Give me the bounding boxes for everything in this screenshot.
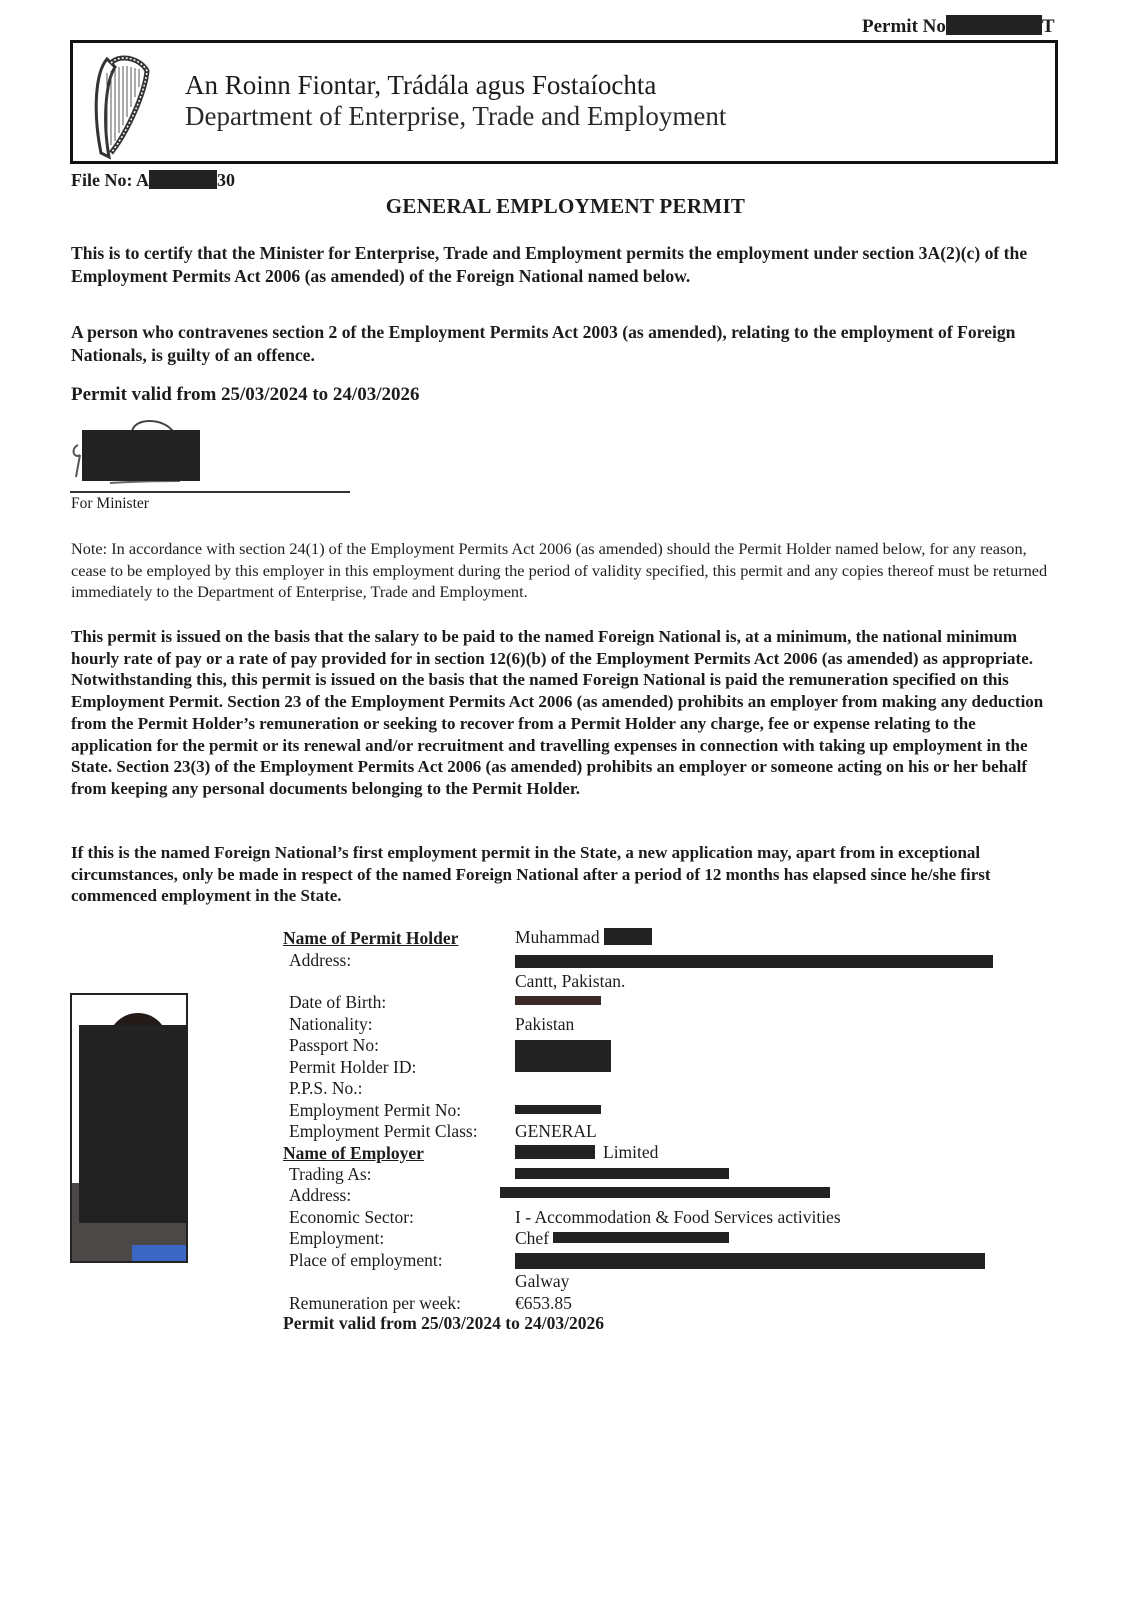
employment-value: Chef <box>515 1228 550 1248</box>
holder-name <box>515 927 652 948</box>
redaction-block <box>149 170 217 189</box>
holder-name-value: Muhammad <box>515 927 600 947</box>
employment-permit-no-label: Employment Permit No: <box>289 1100 462 1120</box>
redaction-block <box>515 955 993 968</box>
passport-label: Passport No: <box>289 1035 379 1055</box>
salary-paragraph: This permit is issued on the basis that the salary to be paid to the named Foreign National is, at a minimum, the national minimum hourly rate of pay or a rate of pay provided for in section 12(6)(b) of the Employment Permits Act 2006 (as amended) as appropriate. Notwithstanding this, this permit is issued on the basis that the named Foreign National is paid the remuneration specified on this Employment Permit. Section 23 of the Employment Permits Act 2006 (as amended) prohibits an employer from making any deduction from the Permit Holder’s remuneration or seeking to recover from a Permit Holder any charge, fee or expense relating to the application for the permit or its renewal and/or recruitment and travelling expenses in connection with taking up employment in the State. Section 23(3) of the Employment Permits Act 2006 (as amended) prohibits an employer or someone acting on his or her behalf from keeping any personal documents belonging to the Permit Holder. <box>71 627 1044 798</box>
file-number <box>71 170 235 191</box>
signature <box>70 415 230 487</box>
redaction-block <box>515 1253 985 1269</box>
signature-line <box>70 491 350 493</box>
first-permit-paragraph: If this is the named Foreign National’s first employment permit in the State, a new application may, apart from in exceptional circumstances, only be made in respect of the named Foreign National after a period of 12 months has elapsed since he/she first commenced employment in the State. <box>71 843 991 906</box>
permit-class-value: GENERAL <box>515 1121 597 1141</box>
economic-sector-value: I - Accommodation & Food Services activities <box>515 1207 841 1227</box>
permit-number <box>862 15 1055 38</box>
employer-heading: Name of Employer <box>283 1143 424 1163</box>
employment-label: Employment: <box>289 1228 385 1248</box>
pps-label: P.P.S. No.: <box>289 1078 363 1098</box>
offence-paragraph: A person who contravenes section 2 of the Employment Permits Act 2003 (as amended), relating to the employment of Foreign Nationals, is guilty of an offence. <box>71 322 1016 365</box>
employer-name-suffix: Limited <box>603 1142 659 1162</box>
shirt <box>132 1245 188 1263</box>
department-header <box>70 40 1058 164</box>
redaction-block <box>553 1232 729 1243</box>
holder-id-label: Permit Holder ID: <box>289 1057 417 1077</box>
redaction-block <box>515 1040 611 1072</box>
redaction-block <box>604 928 652 945</box>
certification-paragraph: This is to certify that the Minister for Enterprise, Trade and Employment permits the employment under section 3A(2)(c) of the Employment Permits Act 2006 (as amended) of the Foreign National named below. <box>71 243 1028 286</box>
department-name-english: Department of Enterprise, Trade and Employment <box>185 101 727 131</box>
nationality-value: Pakistan <box>515 1014 575 1034</box>
permit-holder-heading: Name of Permit Holder <box>283 928 459 948</box>
permit-number-suffix: T <box>1041 16 1055 37</box>
trading-as-label: Trading As: <box>289 1164 372 1184</box>
remuneration-label: Remuneration per week: <box>289 1293 462 1313</box>
note-paragraph: Note: In accordance with section 24(1) of the Employment Permits Act 2006 (as amended) should the Permit Holder named below, for any reason, cease to be employed by this employer in this employment during the period of validity specified, this permit and any copies thereof must be returned immediately to the Department of Enterprise, Trade and Employment. <box>71 539 1048 601</box>
file-number-label: File No: A <box>71 170 149 190</box>
employer-address-label: Address: <box>289 1185 352 1205</box>
holder-address-line2: Cantt, Pakistan. <box>515 971 626 991</box>
permit-class-label: Employment Permit Class: <box>289 1121 478 1141</box>
redaction-block <box>82 430 200 481</box>
holder-photo <box>70 993 188 1263</box>
redaction-block <box>500 1187 830 1198</box>
redaction-block <box>515 1145 595 1159</box>
redaction-block <box>79 1025 188 1223</box>
place-of-employment-label: Place of employment: <box>289 1250 443 1270</box>
redaction-block <box>515 1168 729 1179</box>
remuneration-value: €653.85 <box>515 1293 572 1313</box>
department-name-irish: An Roinn Fiontar, Trádála agus Fostaíochta <box>185 70 657 100</box>
permit-validity: Permit valid from 25/03/2024 to 24/03/2026 <box>71 384 420 405</box>
dob-label: Date of Birth: <box>289 992 387 1012</box>
harp-crest-icon <box>87 53 153 161</box>
footer-permit-validity: Permit valid from 25/03/2024 to 24/03/2026 <box>283 1313 604 1333</box>
holder-address-label: Address: <box>289 950 352 970</box>
economic-sector-label: Economic Sector: <box>289 1207 414 1227</box>
redaction-block <box>946 15 1042 35</box>
redaction-block <box>515 1105 601 1114</box>
nationality-label: Nationality: <box>289 1014 373 1034</box>
file-number-suffix: 30 <box>217 170 235 190</box>
for-minister-label: For Minister <box>71 495 149 512</box>
permit-number-label: Permit No <box>862 16 946 37</box>
redaction-block <box>515 996 601 1005</box>
place-of-employment-city: Galway <box>515 1271 570 1291</box>
document-title: GENERAL EMPLOYMENT PERMIT <box>385 194 746 218</box>
